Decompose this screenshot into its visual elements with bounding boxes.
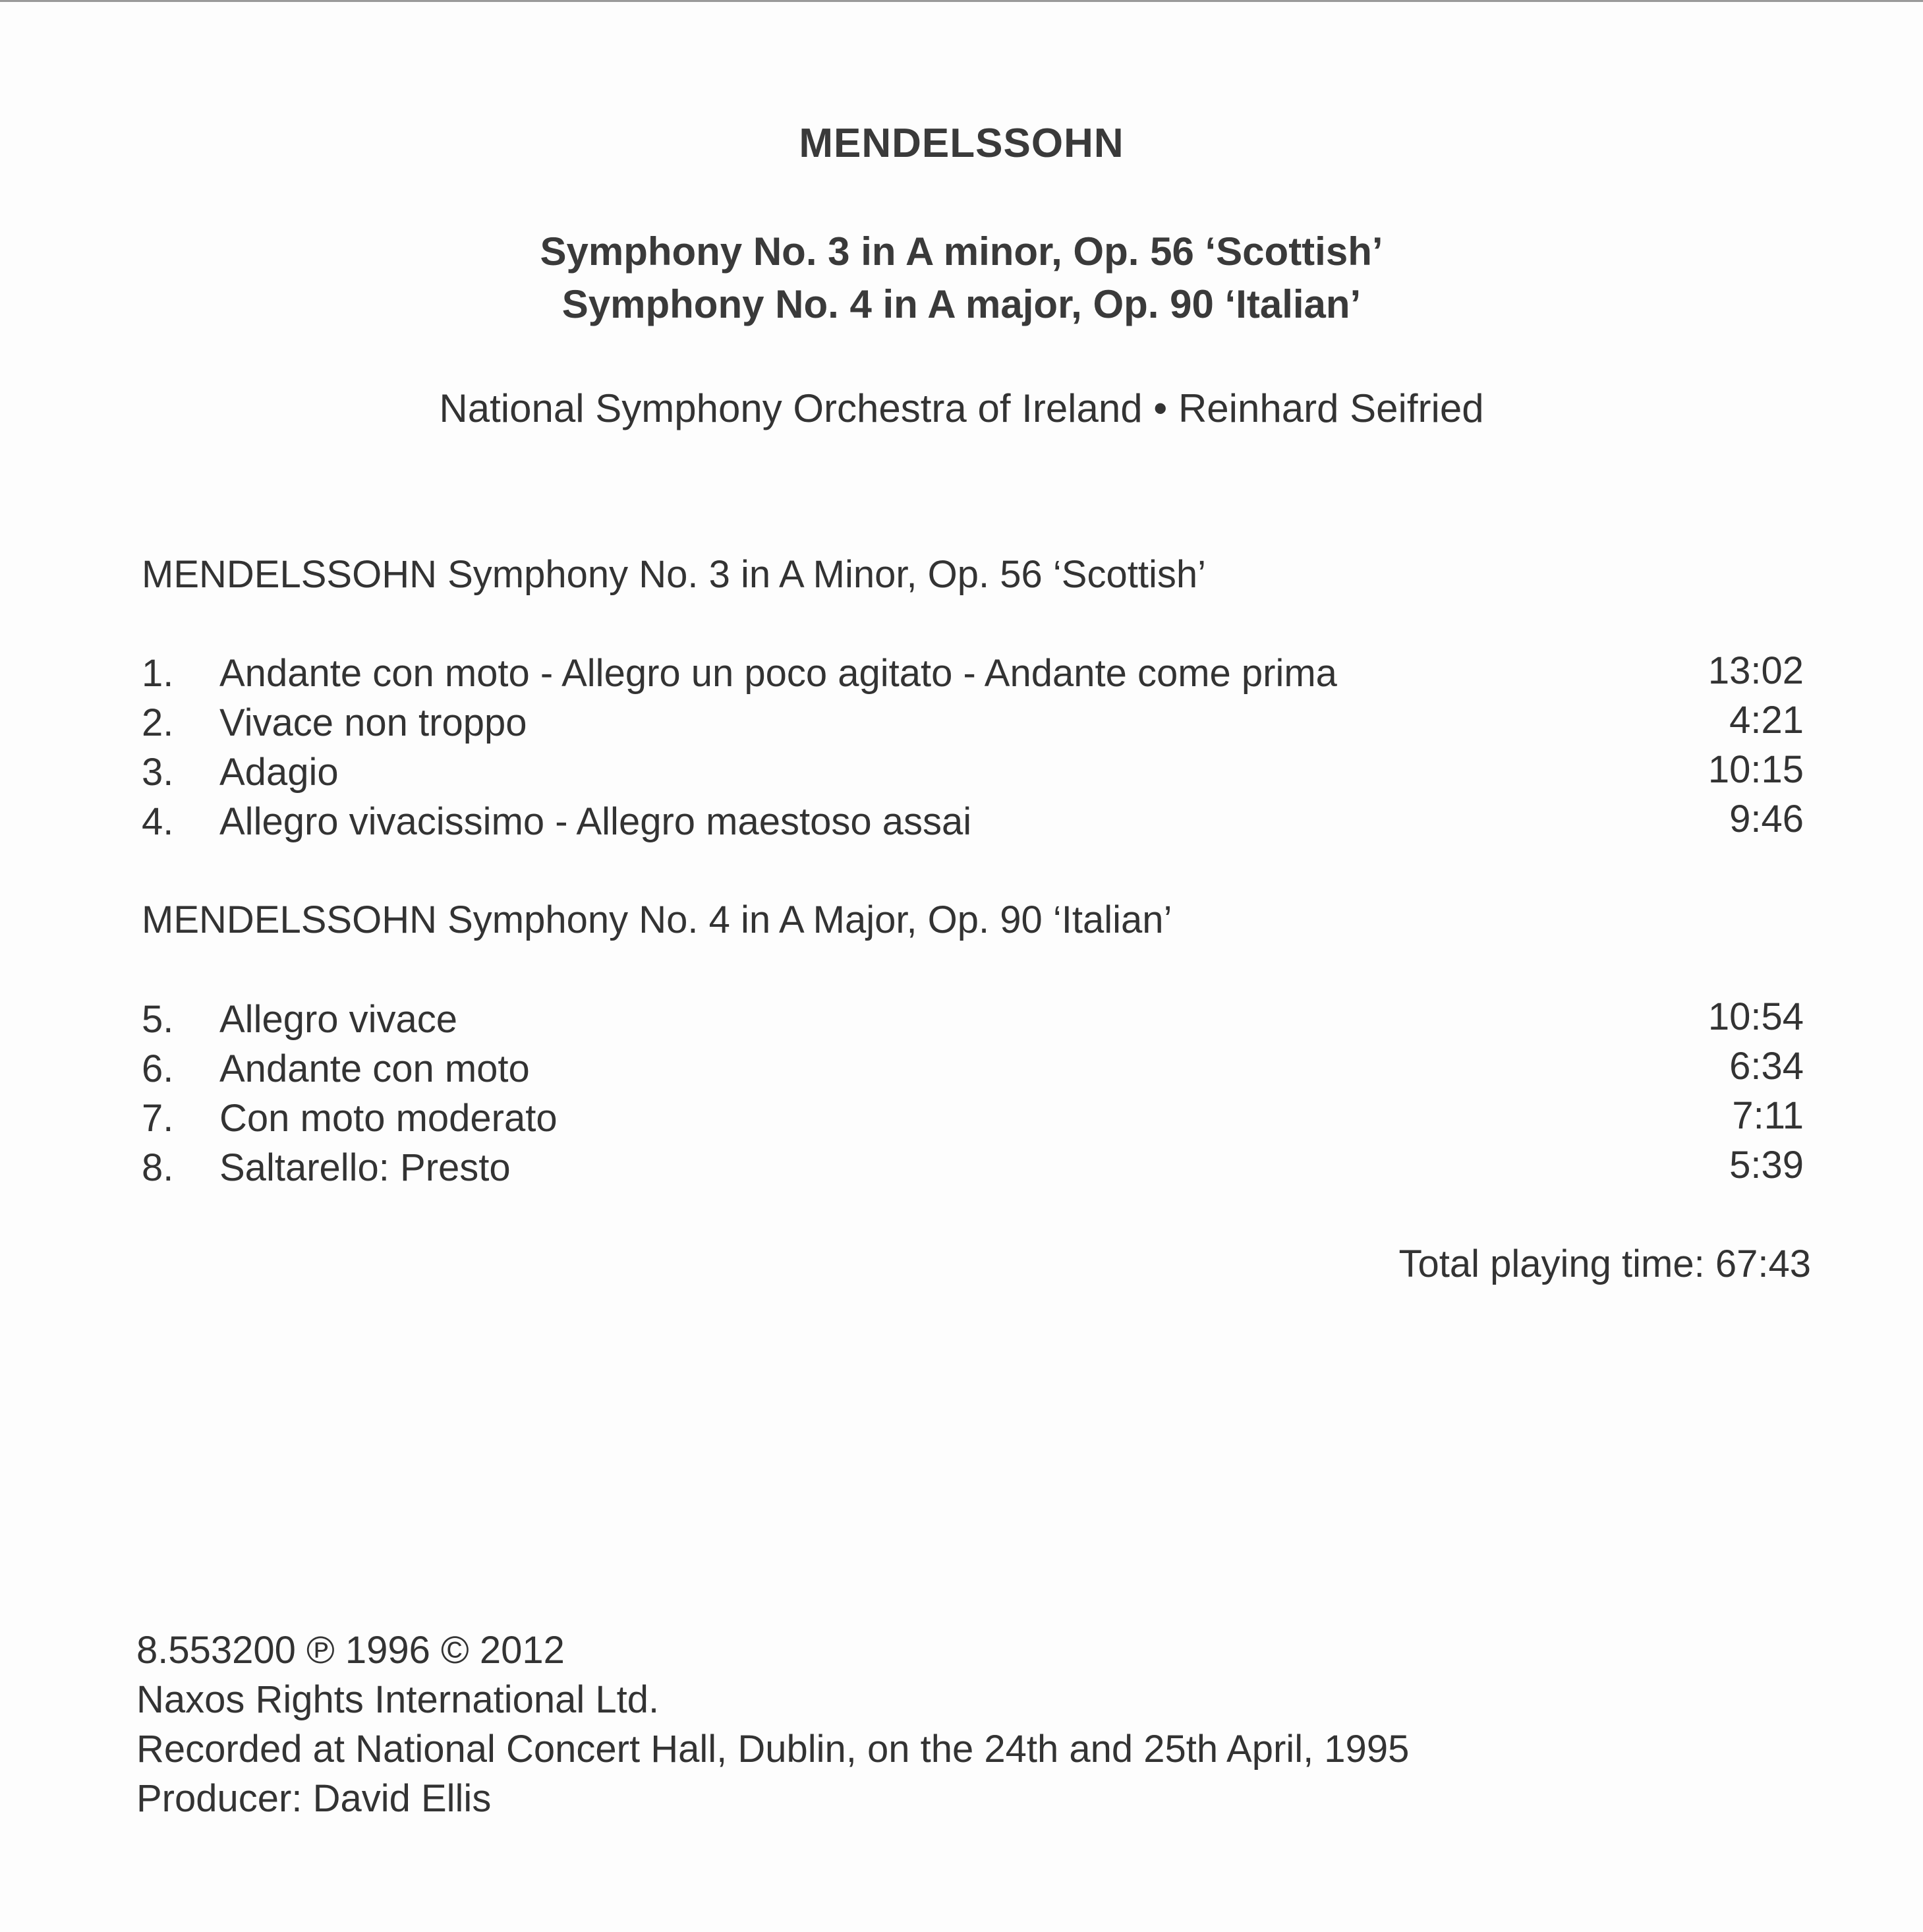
composer-heading: MENDELSSOHN <box>799 121 1124 166</box>
track-number: 2. <box>142 701 174 744</box>
track-number: 8. <box>142 1146 174 1189</box>
track-number: 1. <box>142 652 174 695</box>
track-duration: 9:46 <box>1729 798 1804 840</box>
total-playing-time: Total playing time: 67:43 <box>1398 1243 1811 1285</box>
track-number: 5. <box>142 998 174 1041</box>
track-row <box>142 651 1804 697</box>
performers-line: National Symphony Orchestra of Ireland • Reinhard Seifried <box>439 386 1484 430</box>
producer-credit: Producer: David Ellis <box>136 1777 492 1820</box>
top-edge-line <box>0 0 1923 2</box>
track-duration: 10:15 <box>1708 748 1804 791</box>
track-title: Con moto moderato <box>219 1097 558 1140</box>
track-row <box>142 701 1804 747</box>
track-duration: 13:02 <box>1708 649 1804 692</box>
track-title: Adagio <box>219 751 339 794</box>
track-number: 3. <box>142 751 174 794</box>
track-duration: 5:39 <box>1729 1144 1804 1186</box>
track-title: Vivace non troppo <box>219 701 527 744</box>
track-title: Saltarello: Presto <box>219 1146 511 1189</box>
album-title-line-1: Symphony No. 3 in A minor, Op. 56 ‘Scottish’ <box>540 229 1383 274</box>
track-title: Allegro vivace <box>219 998 458 1041</box>
catalog-number-copyright: 8.553200 ℗ 1996 © 2012 <box>136 1629 565 1672</box>
track-duration: 4:21 <box>1729 699 1804 742</box>
track-duration: 10:54 <box>1708 995 1804 1038</box>
track-number: 7. <box>142 1097 174 1140</box>
track-row <box>142 1146 1804 1192</box>
label-name: Naxos Rights International Ltd. <box>136 1678 660 1721</box>
album-title-line-2: Symphony No. 4 in A major, Op. 90 ‘Italian’ <box>561 282 1362 326</box>
track-number: 6. <box>142 1047 174 1090</box>
work-heading-symphony-4: MENDELSSOHN Symphony No. 4 in A Major, Op. 90 ‘Italian’ <box>142 898 1172 941</box>
track-row <box>142 750 1804 796</box>
recording-info: Recorded at National Concert Hall, Dublin, on the 24th and 25th April, 1995 <box>136 1728 1410 1771</box>
track-title: Andante con moto <box>219 1047 530 1090</box>
track-title: Allegro vivacissimo - Allegro maestoso assai <box>219 800 972 843</box>
work-heading-symphony-3: MENDELSSOHN Symphony No. 3 in A Minor, Op. 56 ‘Scottish’ <box>142 553 1206 596</box>
track-row <box>142 997 1804 1043</box>
track-title: Andante con moto - Allegro un poco agitato - Andante come prima <box>219 652 1337 695</box>
track-number: 4. <box>142 800 174 843</box>
track-duration: 7:11 <box>1732 1094 1804 1137</box>
track-row <box>142 1096 1804 1142</box>
track-row <box>142 800 1804 846</box>
track-row <box>142 1047 1804 1093</box>
track-duration: 6:34 <box>1729 1045 1804 1088</box>
